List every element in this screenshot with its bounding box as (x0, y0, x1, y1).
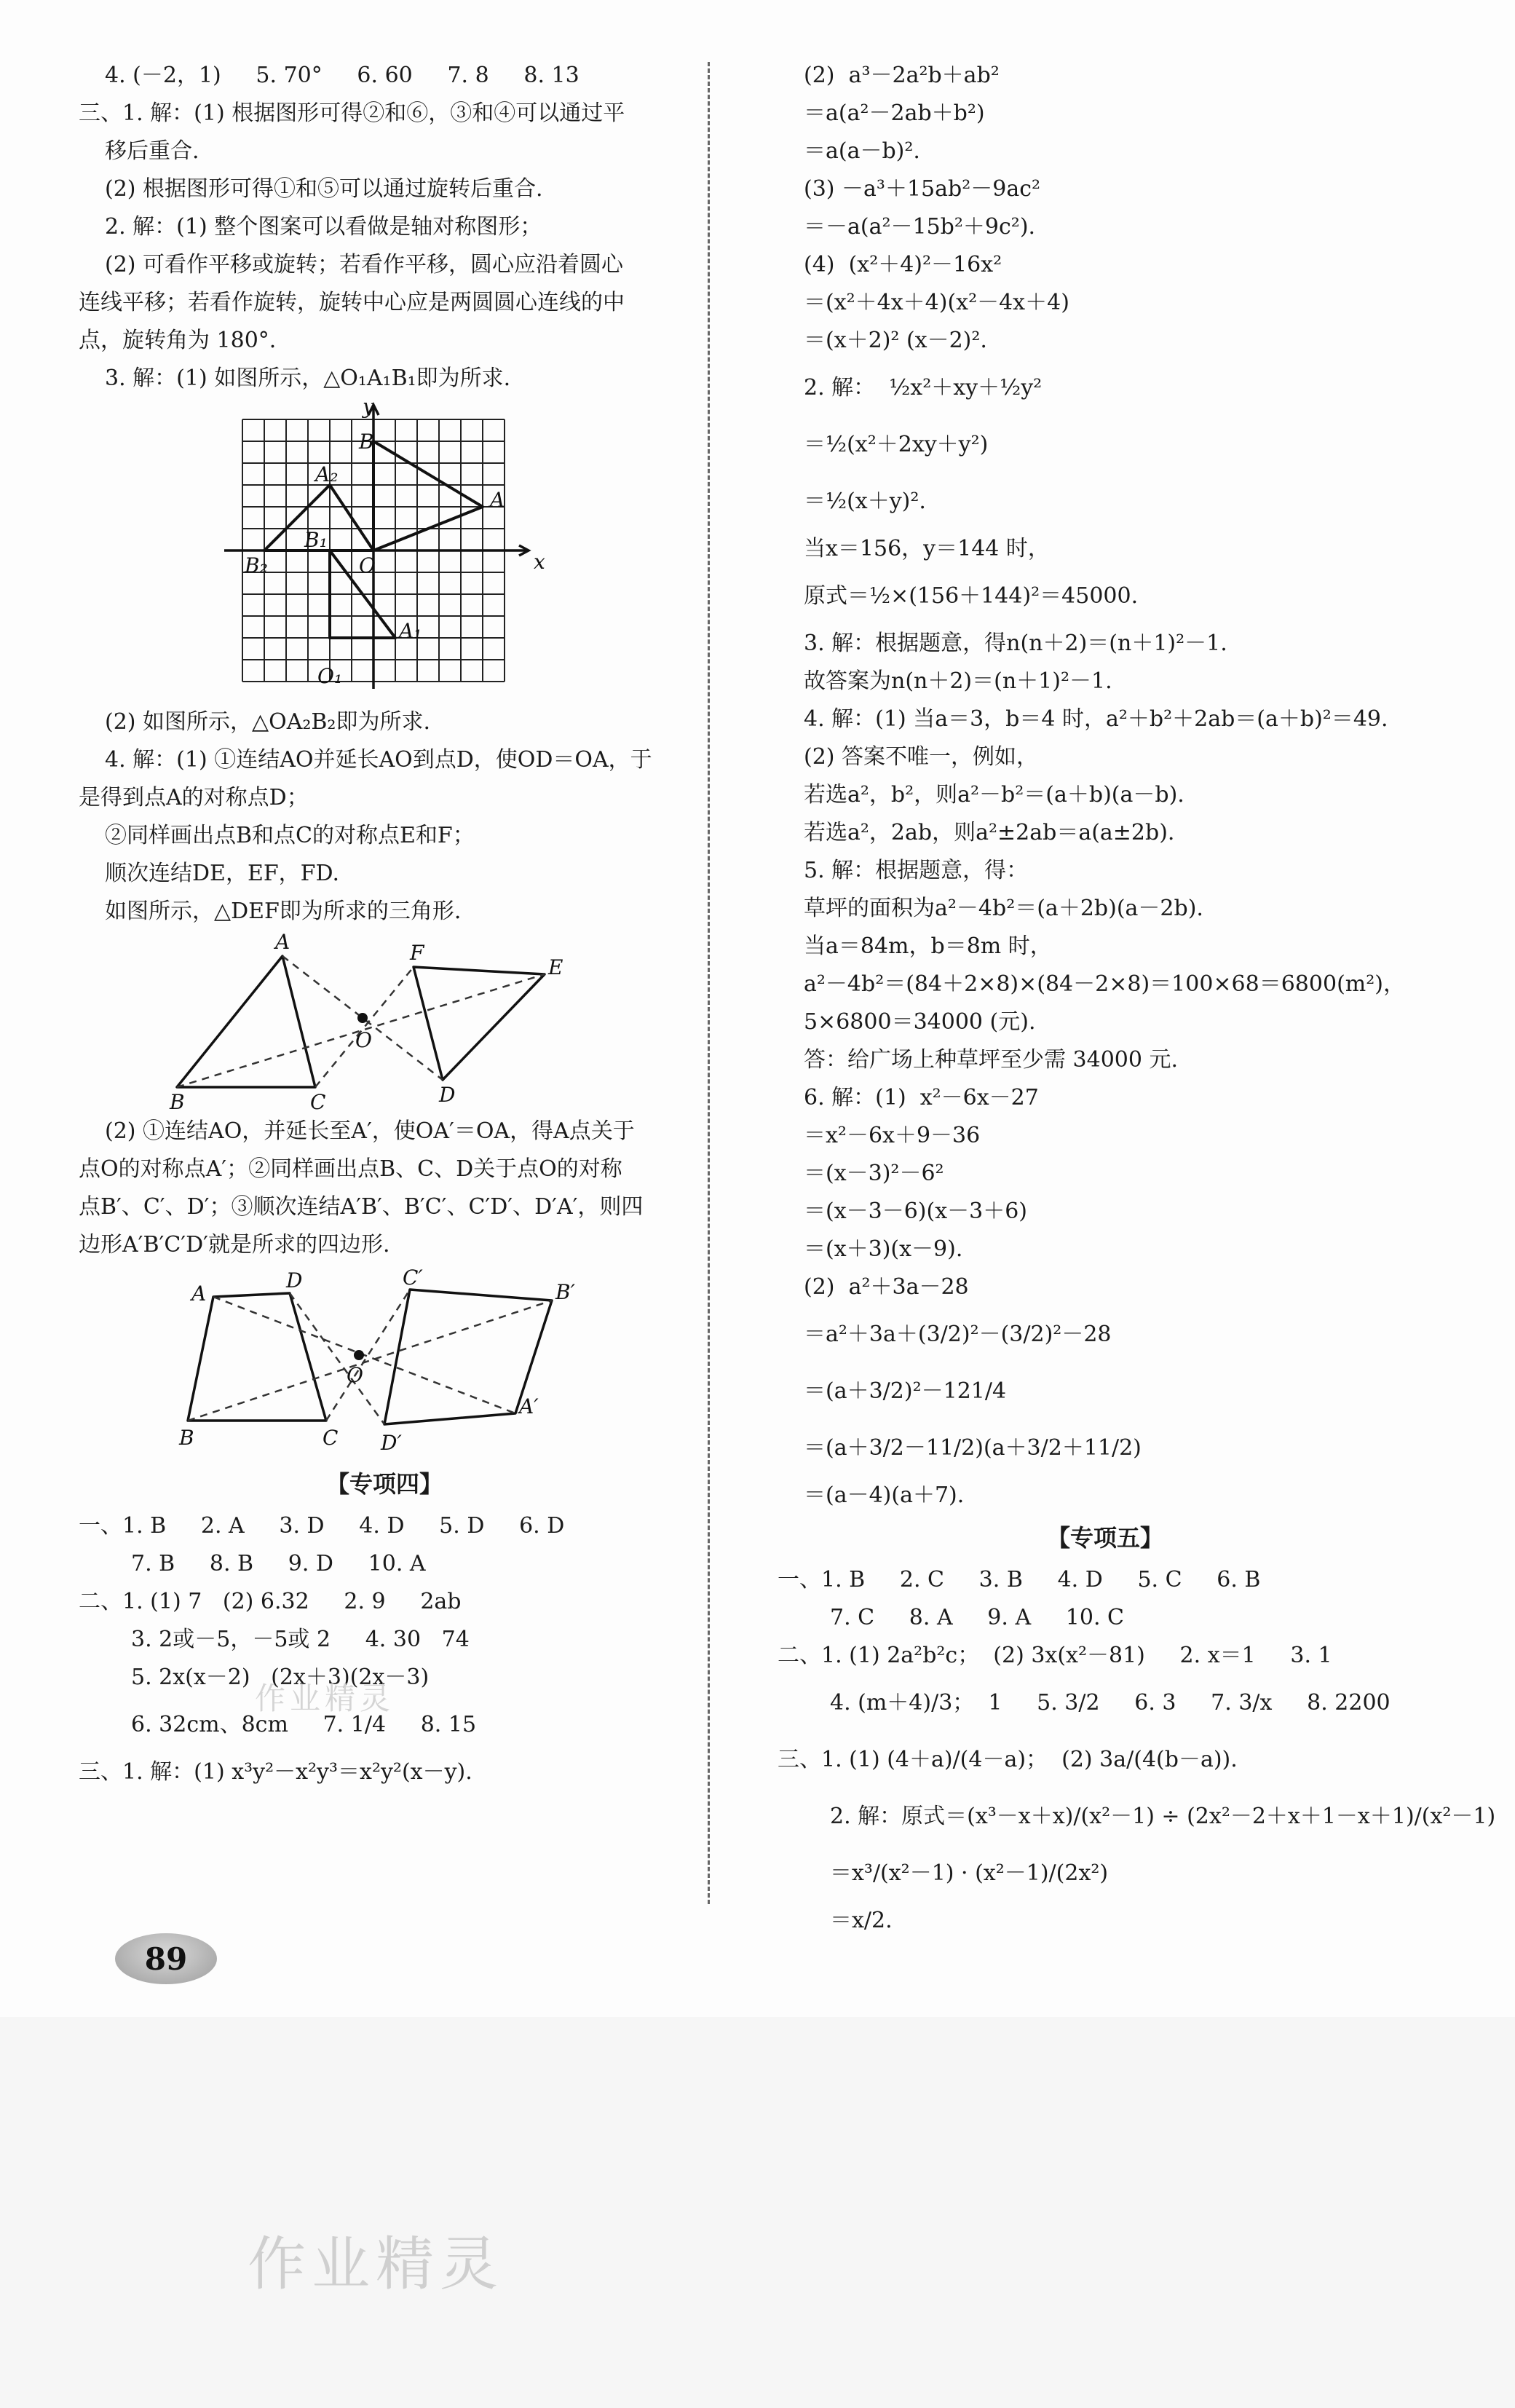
text-line: ②同样画出点B和点C的对称点E和F； (105, 823, 475, 848)
text-line: 当x＝156，y＝144 时， (804, 536, 1050, 561)
text-line: 2. 解： ½x²＋xy＋½y² (804, 375, 1043, 400)
text-line: (2) 根据图形可得①和⑤可以通过旋转后重合. (105, 176, 543, 202)
text-line: ＝(x²＋4x＋4)(x²－4x＋4) (804, 290, 1069, 315)
label-C: C (323, 1426, 339, 1450)
text-line: 5. 解：根据题意，得： (804, 858, 1029, 883)
right-column (778, 57, 1496, 1940)
label-A2: A₂ (315, 462, 339, 486)
text-line: (2) 如图所示，△OA₂B₂即为所求. (105, 709, 430, 735)
text-line: (2) a²＋3a－28 (804, 1274, 969, 1300)
label-O: O (355, 1028, 372, 1052)
text-line: (3) －a³＋15ab²－9ac² (804, 176, 1041, 202)
text-line: 3. 解：(1) 如图所示，△O₁A₁B₁即为所求. (105, 366, 511, 391)
text-line: 若选a²，b²，则a²－b²＝(a＋b)(a－b). (804, 782, 1184, 808)
text-line: ＝a(a－b)². (804, 138, 920, 164)
label-B1: B₁ (304, 528, 328, 552)
text-line: 连线平移；若看作旋转，旋转中心应是两圆圆心连线的中 (79, 290, 625, 315)
text-line: 一、1. B 2. A 3. D 4. D 5. D 6. D (79, 1513, 565, 1539)
text-line: 6. 解：(1) x²－6x－27 (804, 1085, 1039, 1110)
text-line: a²－4b²＝(84＋2×8)×(84－2×8)＝100×68＝6800(m²)， (804, 971, 1405, 997)
text-line: 4. (m＋4)/3； 1 5. 3/2 6. 3 7. 3/x 8. 2200 (830, 1690, 1391, 1716)
text-line: ＝x²－6x＋9－36 (804, 1123, 981, 1148)
text-line: (2) 答案不唯一，例如， (804, 744, 1039, 770)
text-line: ＝(x－3－6)(x－3＋6) (804, 1199, 1028, 1224)
text-line: 边形A′B′C′D′就是所求的四边形. (79, 1232, 390, 1258)
label-Cprime: C′ (403, 1266, 423, 1290)
label-A: A (490, 488, 505, 512)
page-number-badge: 89 (115, 1933, 217, 1984)
quadrilateral-symmetry-figure (79, 1264, 690, 1461)
label-Bprime: B′ (555, 1280, 575, 1304)
text-line: 7. B 8. B 9. D 10. A (131, 1551, 426, 1576)
label-O: O (359, 553, 376, 577)
text-line: 顺次连结DE，EF，FD. (105, 861, 340, 886)
label-A: A (275, 931, 290, 954)
text-line: 7. C 8. A 9. A 10. C (830, 1605, 1125, 1630)
text-line: ＝½(x²＋2xy＋y²) (804, 432, 989, 457)
text-line: 原式＝½×(156＋144)²＝45000. (804, 583, 1139, 609)
text-line: 故答案为n(n＋2)＝(n＋1)²－1. (804, 668, 1112, 694)
label-Dprime: D′ (381, 1431, 402, 1455)
label-E: E (548, 955, 563, 979)
label-D: D (439, 1083, 456, 1107)
label-F: F (410, 941, 424, 965)
text-line: ＝(x－3)²－6² (804, 1161, 944, 1186)
text-line: ＝(a－4)(a＋7). (804, 1483, 965, 1508)
text-line: (2) a³－2a²b＋ab² (804, 63, 1000, 88)
label-B: B (179, 1426, 194, 1450)
label-x: x (534, 550, 545, 574)
text-line: 三、1. 解：(1) 根据图形可得②和⑥，③和④可以通过平 (79, 100, 625, 126)
section-heading: 【专项五】 (1046, 1524, 1163, 1552)
label-B: B (170, 1090, 185, 1113)
text-line: ＝－a(a²－15b²＋9c²). (804, 214, 1036, 240)
text-line: 6. 32cm、8cm 7. 1/4 8. 15 (131, 1712, 477, 1737)
text-line: 若选a²，2ab，则a²±2ab＝a(a±2b). (804, 820, 1175, 845)
text-line: 二、1. (1) 7 (2) 6.32 2. 9 2ab (79, 1589, 462, 1614)
text-line: 答：给广场上种草坪至少需 34000 元. (804, 1047, 1179, 1073)
section-heading: 【专项四】 (325, 1470, 443, 1498)
label-B: B (359, 430, 374, 454)
text-line: 点，旋转角为 180°. (79, 328, 277, 353)
text-line: 4. (－2，1) 5. 70° 6. 60 7. 8 8. 13 (105, 63, 580, 88)
text-line: ＝a²＋3a＋(3/2)²－(3/2)²－28 (804, 1322, 1112, 1347)
triangle-symmetry-figure (79, 931, 690, 1113)
label-O1: O₁ (317, 664, 343, 688)
left-column (79, 57, 690, 1791)
watermark: 作业精灵 (248, 2230, 504, 2298)
label-y: y (363, 398, 374, 419)
text-line: ＝½(x＋y)². (804, 489, 926, 514)
text-line: 二、1. (1) 2a²b²c； (2) 3x(x²－81) 2. x＝1 3. 1 (778, 1643, 1332, 1668)
text-line: 3. 解：根据题意，得n(n＋2)＝(n＋1)²－1. (804, 631, 1227, 656)
text-line: 4. 解：(1) 当a＝3，b＝4 时，a²＋b²＋2ab＝(a＋b)²＝49. (804, 706, 1388, 732)
text-line: (4) (x²＋4)²－16x² (804, 252, 1002, 277)
text-line: 三、1. 解：(1) x³y²－x²y³＝x²y²(x－y). (79, 1759, 472, 1785)
text-line: ＝(a＋3/2－11/2)(a＋3/2＋11/2) (804, 1435, 1142, 1461)
text-line: 三、1. (1) (4＋a)/(4－a)； (2) 3a/(4(b－a)). (778, 1747, 1238, 1772)
text-line: 4. 解：(1) ①连结AO并延长AO到点D，使OD＝OA，于 (105, 747, 652, 773)
column-divider (708, 62, 710, 1904)
text-line: 2. 解：原式＝(x³－x＋x)/(x²－1) ÷ (2x²－2＋x＋1－x＋1)/(x²－1) (830, 1804, 1496, 1829)
text-line: ＝a(a²－2ab＋b²) (804, 100, 985, 126)
text-line: 草坪的面积为a²－4b²＝(a＋2b)(a－2b). (804, 896, 1203, 921)
text-line: (2) 可看作平移或旋转；若看作平移，圆心应沿着圆心 (105, 252, 624, 277)
text-line: 点O的对称点A′；②同样画出点B、C、D关于点O的对称 (79, 1156, 622, 1182)
text-line: (2) ①连结AO，并延长至A′，使OA′＝OA，得A点关于 (105, 1118, 635, 1144)
label-C: C (310, 1090, 326, 1113)
text-line: ＝(a＋3/2)²－121/4 (804, 1378, 1007, 1404)
text-line: ＝(x＋3)(x－9). (804, 1236, 963, 1262)
text-line: ＝x³/(x²－1) · (x²－1)/(2x²) (830, 1860, 1109, 1886)
text-line: ＝x/2. (830, 1908, 893, 1933)
text-line: ＝(x＋2)² (x－2)². (804, 328, 987, 353)
text-line: 3. 2或－5，－5或 2 4. 30 74 (131, 1627, 470, 1652)
watermark-small: 作业精灵 (255, 1681, 395, 1716)
text-line: 点B′、C′、D′；③顺次连结A′B′、B′C′、C′D′、D′A′，则四 (79, 1194, 644, 1220)
label-B2: B₂ (245, 553, 268, 577)
text-line: 移后重合. (105, 138, 199, 164)
grid-figure (79, 398, 690, 703)
label-D: D (286, 1268, 303, 1292)
text-line: 一、1. B 2. C 3. B 4. D 5. C 6. B (778, 1567, 1261, 1592)
label-A: A (191, 1282, 207, 1306)
page-bottom-band (0, 2017, 1515, 2408)
text-line: 5. 2x(x－2) (2x＋3)(2x－3) (131, 1665, 430, 1690)
label-O: O (347, 1363, 363, 1387)
text-line: 如图所示，△DEF即为所求的三角形. (105, 899, 462, 924)
text-line: 5×6800＝34000 (元). (804, 1009, 1036, 1035)
text-line: 2. 解：(1) 整个图案可以看做是轴对称图形； (105, 214, 542, 240)
label-A1: A₁ (399, 619, 422, 643)
text-line: 当a＝84m，b＝8m 时， (804, 933, 1052, 959)
text-line: 是得到点A的对称点D； (79, 785, 309, 810)
label-Aprime: A′ (519, 1394, 539, 1418)
